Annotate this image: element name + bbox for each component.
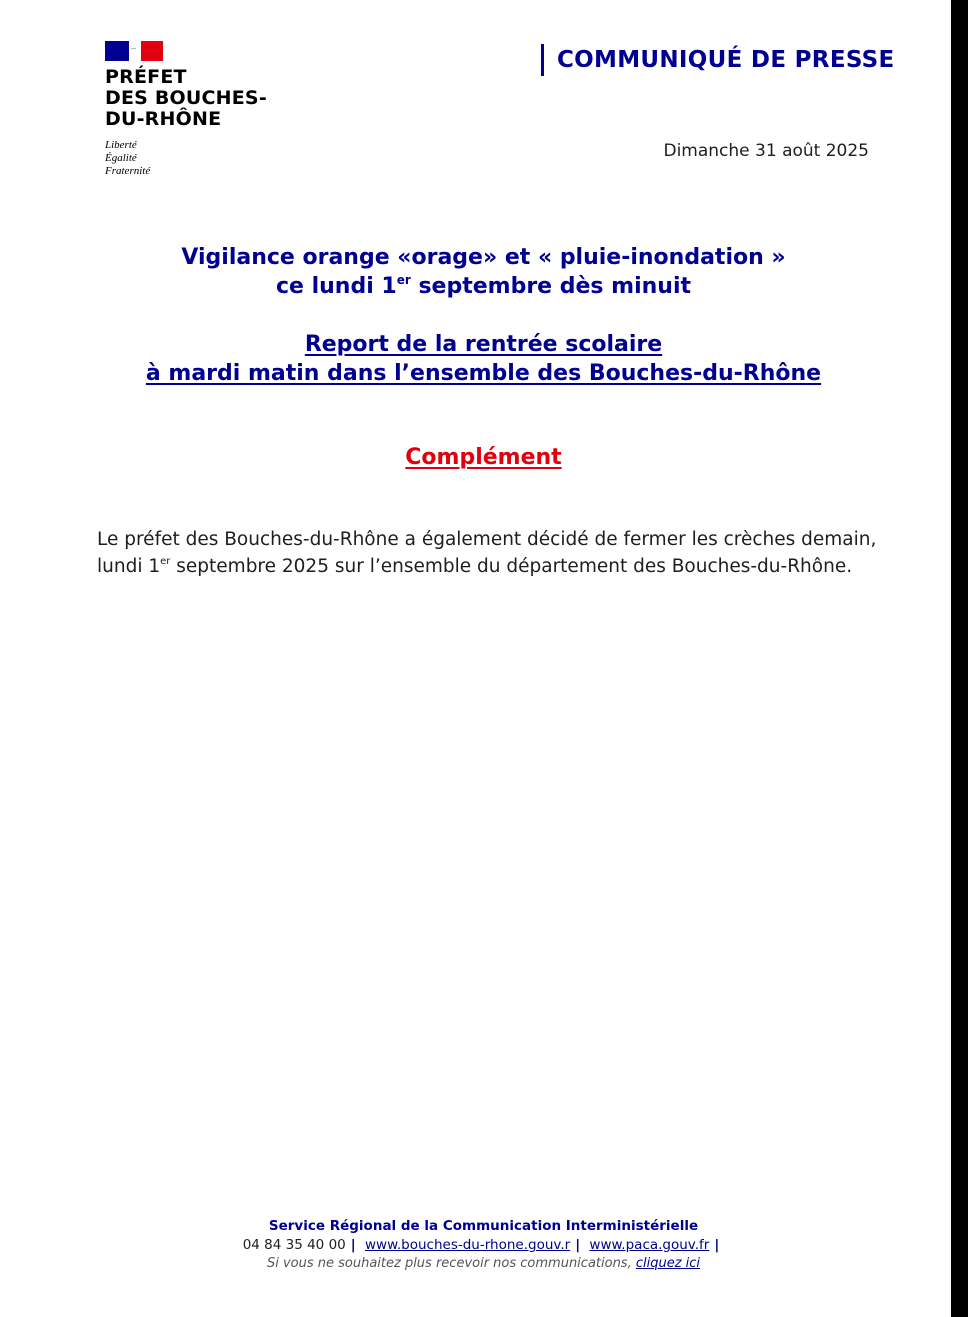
footer-phone: 04 84 35 40 00: [242, 1237, 346, 1253]
motto-egalite: Égalité: [105, 152, 137, 164]
main-title-line1: Vigilance orange «orage» et « pluie-inondation »: [181, 245, 786, 270]
body-line1: Le préfet des Bouches-du-Rhône a également décidé de fermer les crèches demain,: [97, 529, 877, 550]
complement-heading: Complément: [405, 445, 562, 470]
subtitle: [0, 330, 967, 388]
marianne-flag-icon: [105, 41, 163, 61]
footer-separator: |: [575, 1237, 581, 1253]
motto-liberte: Liberté: [105, 139, 137, 151]
body-paragraph: [97, 526, 887, 580]
unsubscribe-link[interactable]: cliquez ici: [635, 1256, 701, 1271]
prefecture-logo: [105, 41, 267, 178]
footer-service-name: Service Régional de la Communication Interministérielle: [268, 1218, 699, 1234]
footer-contacts: [0, 1236, 967, 1255]
unsubscribe-text: Si vous ne souhaitez plus recevoir nos communications,: [266, 1256, 636, 1271]
footer: [0, 1217, 967, 1273]
publication-date: Dimanche 31 août 2025: [663, 141, 869, 161]
document-type-heading: COMMUNIQUÉ DE PRESSE: [541, 44, 895, 76]
prefecture-name: PRÉFET DES BOUCHES- DU-RHÔNE: [105, 66, 267, 130]
footer-separator: |: [714, 1237, 720, 1253]
main-title: [0, 243, 967, 301]
footer-link-bouches-du-rhone[interactable]: www.bouches-du-rhone.gouv.r: [364, 1237, 571, 1253]
motto-fraternite: Fraternité: [105, 165, 151, 177]
footer-unsubscribe: [0, 1255, 967, 1273]
subtitle-line1: Report de la rentrée scolaire: [304, 332, 663, 357]
footer-separator: |: [350, 1237, 356, 1253]
footer-link-paca[interactable]: www.paca.gouv.fr: [589, 1237, 710, 1253]
republic-motto: [105, 139, 267, 178]
subtitle-line2: à mardi matin dans l’ensemble des Bouches-du-Rhône: [145, 361, 822, 386]
main-title-line2: ce lundi 1er septembre dès minuit: [275, 273, 692, 299]
body-line2: lundi 1er septembre 2025 sur l’ensemble du département des Bouches-du-Rhône.: [97, 556, 853, 577]
